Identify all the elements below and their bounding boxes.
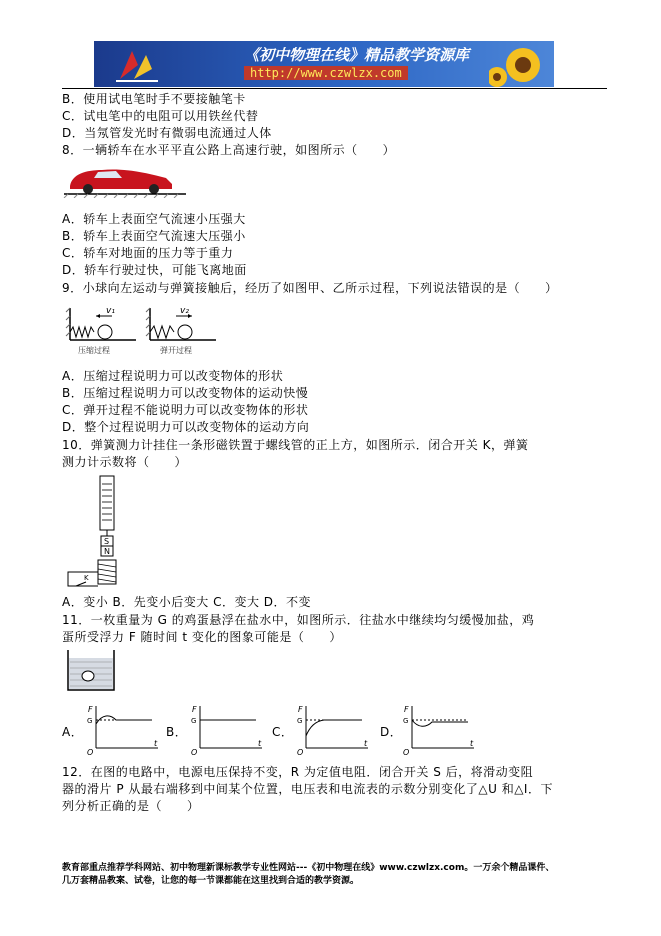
footer-line1: 教育部重点推荐学科网站、初中物理新课标教学专业性网站---《初中物理在线》www.czwlzx.com。一万余个精品课件、	[62, 863, 555, 873]
q9-stem: 9．小球向左运动与弹簧接触后，经历了如图甲、乙所示过程，下列说法错误的是（ ）	[62, 281, 558, 295]
graph-c-f-label: F	[298, 705, 303, 714]
q12-stem-line3: 列分析正确的是（ ）	[62, 799, 200, 813]
q12-stem-line1: 12．在图的电路中，电源电压保持不变，R 为定值电阻．闭合开关 S 后，将滑动变阻	[62, 765, 534, 779]
car-figure	[62, 162, 188, 198]
release-label: 弹开过程	[160, 346, 192, 355]
sunflower-image	[489, 41, 554, 87]
q10-stem-line2: 测力计示数将（ ）	[62, 455, 188, 469]
graph-a-t-label: t	[154, 739, 158, 748]
header-banner	[94, 41, 554, 87]
graph-option-d	[400, 702, 478, 756]
graph-b-f-label: F	[192, 705, 197, 714]
graph-option-c-letter: C．	[272, 725, 294, 739]
graph-c-t-label: t	[364, 739, 368, 748]
graph-c-origin-label: O	[297, 748, 304, 756]
q7-option-b: B．使用试电笔时手不要接触笔卡	[62, 92, 246, 106]
graph-option-a-letter: A．	[62, 725, 84, 739]
q8-option-b: B．轿车上表面空气流速大压强小	[62, 229, 246, 243]
q8-option-c: C．轿车对地面的压力等于重力	[62, 246, 234, 260]
graph-option-a	[84, 702, 162, 756]
graph-b-g-label: G	[191, 717, 197, 725]
graph-option-c	[294, 702, 372, 756]
graph-b-t-label: t	[258, 739, 262, 748]
q10-stem-line1: 10．弹簧测力计挂住一条形磁铁置于螺线管的正上方，如图所示．闭合开关 K，弹簧	[62, 438, 529, 452]
q9-option-d: D．整个过程说明力可以改变物体的运动方向	[62, 420, 310, 434]
switch-k-label: K	[84, 574, 89, 582]
footer-line2: 几万套精品教案、试卷，让您的每一节课都能在这里找到合适的教学资源。	[62, 876, 360, 886]
graph-d-g-label: G	[403, 717, 409, 725]
beaker-egg-figure	[64, 648, 118, 694]
q8-option-d: D．轿车行驶过快，可能飞离地面	[62, 263, 247, 277]
page-footer	[62, 862, 607, 888]
graph-a-g-label: G	[87, 717, 93, 725]
magnet-pole-n: N	[104, 547, 110, 556]
q9-option-b: B．压缩过程说明力可以改变物体的运动快慢	[62, 386, 309, 400]
graph-a-f-label: F	[88, 705, 93, 714]
graph-b-origin-label: O	[191, 748, 198, 756]
graph-a-origin-label: O	[87, 748, 94, 756]
q8-option-a: A．轿车上表面空气流速小压强大	[62, 212, 246, 226]
banner-title: 《初中物理在线》精品教学资源库	[244, 46, 470, 64]
compression-label: 压缩过程	[78, 346, 110, 355]
spring-scale-solenoid-figure	[64, 474, 130, 590]
graph-option-d-letter: D．	[380, 725, 403, 739]
q7-option-c: C．试电笔中的电阻可以用铁丝代替	[62, 109, 259, 123]
q11-stem-line1: 11．一枚重量为 G 的鸡蛋悬浮在盐水中，如图所示．往盐水中继续均匀缓慢加盐，鸡	[62, 613, 535, 627]
magnet-pole-s: S	[104, 537, 110, 546]
q11-stem-line2: 蛋所受浮力 F 随时间 t 变化的图象可能是（ ）	[62, 630, 342, 644]
graph-option-b	[188, 702, 266, 756]
graph-d-t-label: t	[470, 739, 474, 748]
graph-option-b-letter: B．	[166, 725, 188, 739]
spring-ball-figure	[64, 302, 220, 358]
velocity-label-v1: v₁	[106, 306, 115, 316]
graph-d-f-label: F	[404, 705, 409, 714]
q12-stem-line2: 器的滑片 P 从最右端移到中间某个位置，电压表和电流表的示数分别变化了△U 和△I．下	[62, 782, 553, 796]
q7-option-d: D．当氖管发光时有微弱电流通过人体	[62, 126, 272, 140]
velocity-label-v2: v₂	[180, 306, 189, 316]
q10-options: A．变小 B．先变小后变大 C．变大 D．不变	[62, 595, 312, 609]
q9-option-c: C．弹开过程不能说明力可以改变物体的形状	[62, 403, 309, 417]
graph-c-g-label: G	[297, 717, 303, 725]
q8-stem: 8．一辆轿车在水平平直公路上高速行驶，如图所示（ ）	[62, 143, 396, 157]
header-rule	[62, 88, 607, 89]
q9-option-a: A．压缩过程说明力可以改变物体的形状	[62, 369, 284, 383]
banner-url[interactable]: http://www.czwlzx.com	[244, 66, 408, 80]
graph-d-origin-label: O	[403, 748, 410, 756]
site-logo	[112, 45, 164, 85]
